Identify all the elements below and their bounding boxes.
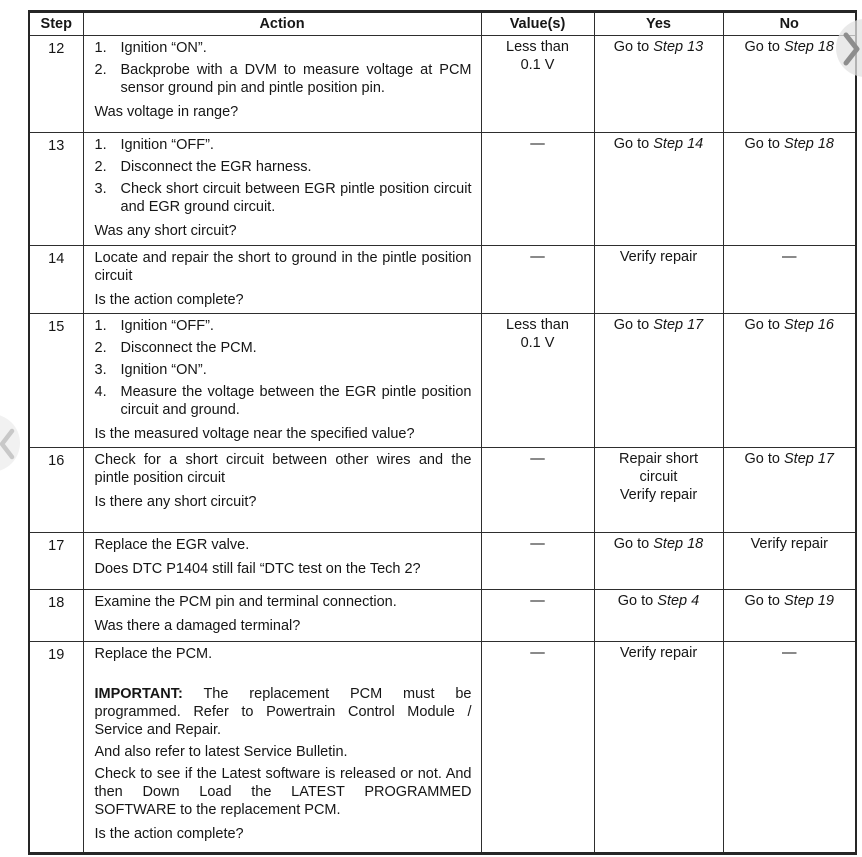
action-text: Replace the PCM. bbox=[94, 646, 213, 662]
table-row bbox=[29, 314, 856, 448]
action-cell bbox=[83, 448, 481, 533]
no-cell: — bbox=[723, 246, 856, 314]
action-item: Measure the voltage between the EGR pintle position circuit and ground. bbox=[120, 384, 472, 418]
action-question: Does DTC P1404 still fail “DTC test on the Tech 2? bbox=[94, 561, 421, 577]
chevron-left-icon bbox=[0, 428, 15, 460]
no-cell: — bbox=[723, 642, 856, 854]
column-header-action: Action bbox=[83, 12, 481, 36]
action-item: Ignition “OFF”. bbox=[120, 318, 214, 334]
value-cell: — bbox=[481, 590, 594, 642]
no-cell: Go to Step 17 bbox=[723, 448, 856, 533]
action-item: Check short circuit between EGR pintle position circuit and EGR ground circuit. bbox=[120, 181, 472, 215]
value-cell: — bbox=[481, 642, 594, 854]
action-item: Ignition “OFF”. bbox=[120, 137, 214, 153]
table-header-row bbox=[29, 12, 856, 36]
action-cell: 1. Ignition “OFF”. 2. Disconnect the EGR harness. 3. Check short circuit between EGR pintle position circuit and EGR ground circuit. Was any short circuit? bbox=[83, 133, 481, 246]
step-cell: 13 bbox=[29, 133, 83, 246]
action-cell bbox=[83, 533, 481, 590]
action-important-note: IMPORTANT: The replacement PCM must be programmed. Refer to Powertrain Control Module / Service and Repair. bbox=[94, 686, 472, 738]
action-question: Was voltage in range? bbox=[94, 104, 239, 120]
step-cell: 16 bbox=[29, 448, 83, 533]
action-item: Disconnect the EGR harness. bbox=[120, 159, 312, 175]
yes-cell: Verify repair bbox=[594, 246, 723, 314]
action-text: Replace the EGR valve. bbox=[94, 537, 250, 553]
column-header-step: Step bbox=[29, 12, 83, 36]
column-header-values: Value(s) bbox=[481, 12, 594, 36]
chevron-right-icon bbox=[843, 32, 861, 66]
table-row bbox=[29, 36, 856, 133]
action-cell bbox=[83, 246, 481, 314]
action-item: Disconnect the PCM. bbox=[120, 340, 257, 356]
yes-cell: Verify repair bbox=[594, 642, 723, 854]
action-text: Check to see if the Latest software is released or not. And then Down Load the LATEST PROGRAMMED SOFTWARE to the replacement PCM. bbox=[94, 766, 472, 818]
step-cell: 17 bbox=[29, 533, 83, 590]
action-cell: 1. Ignition “ON”. 2. Backprobe with a DVM to measure voltage at PCM sensor ground pin and pintle position pin. Was voltage in range? bbox=[83, 36, 481, 133]
action-item: Backprobe with a DVM to measure voltage at PCM sensor ground pin and pintle position pin. bbox=[120, 62, 472, 96]
table-row bbox=[29, 642, 856, 854]
action-text: Locate and repair the short to ground in the pintle position circuit bbox=[94, 250, 472, 284]
previous-page-button[interactable] bbox=[0, 414, 20, 472]
yes-cell: Go to Step 4 bbox=[594, 590, 723, 642]
column-header-yes: Yes bbox=[594, 12, 723, 36]
no-cell: Verify repair bbox=[723, 533, 856, 590]
value-cell: — bbox=[481, 448, 594, 533]
yes-cell: Go to Step 17 bbox=[594, 314, 723, 448]
value-cell: — bbox=[481, 533, 594, 590]
action-question: Is the action complete? bbox=[94, 292, 244, 308]
step-cell: 14 bbox=[29, 246, 83, 314]
action-item: Ignition “ON”. bbox=[120, 40, 207, 56]
table-row bbox=[29, 448, 856, 533]
action-text: And also refer to latest Service Bulletin. bbox=[94, 744, 348, 760]
action-cell bbox=[83, 590, 481, 642]
step-cell: 12 bbox=[29, 36, 83, 133]
column-header-no: No bbox=[723, 12, 856, 36]
step-cell: 19 bbox=[29, 642, 83, 854]
table-row bbox=[29, 590, 856, 642]
step-cell: 15 bbox=[29, 314, 83, 448]
action-cell bbox=[83, 642, 481, 854]
yes-cell: Go to Step 18 bbox=[594, 533, 723, 590]
value-cell: Less than 0.1 V bbox=[481, 314, 594, 448]
value-cell: — bbox=[481, 133, 594, 246]
yes-cell: Go to Step 14 bbox=[594, 133, 723, 246]
action-question: Is the action complete? bbox=[94, 826, 244, 842]
no-cell: Go to Step 16 bbox=[723, 314, 856, 448]
action-text: Check for a short circuit between other wires and the pintle position circuit bbox=[94, 452, 472, 486]
table-row bbox=[29, 246, 856, 314]
yes-cell: Go to Step 13 bbox=[594, 36, 723, 133]
yes-cell: Repair short circuit Verify repair bbox=[594, 448, 723, 533]
action-question: Is there any short circuit? bbox=[94, 494, 257, 510]
action-question: Is the measured voltage near the specified value? bbox=[94, 426, 415, 442]
table-row bbox=[29, 133, 856, 246]
step-cell: 18 bbox=[29, 590, 83, 642]
value-cell: — bbox=[481, 246, 594, 314]
action-text: Examine the PCM pin and terminal connection. bbox=[94, 594, 397, 610]
action-question: Was any short circuit? bbox=[94, 223, 237, 239]
table-row bbox=[29, 533, 856, 590]
action-cell: 1. Ignition “OFF”. 2. Disconnect the PCM. 3. Ignition “ON”. 4. Measure the voltage between the EGR pintle position circuit and ground. Is the measured voltage near the specified value? bbox=[83, 314, 481, 448]
no-cell: Go to Step 18 bbox=[723, 133, 856, 246]
value-cell: Less than 0.1 V bbox=[481, 36, 594, 133]
no-cell: Go to Step 19 bbox=[723, 590, 856, 642]
action-question: Was there a damaged terminal? bbox=[94, 618, 301, 634]
no-cell: Go to Step 18 bbox=[723, 36, 856, 133]
action-item: Ignition “ON”. bbox=[120, 362, 207, 378]
diagnostic-table bbox=[28, 10, 857, 855]
